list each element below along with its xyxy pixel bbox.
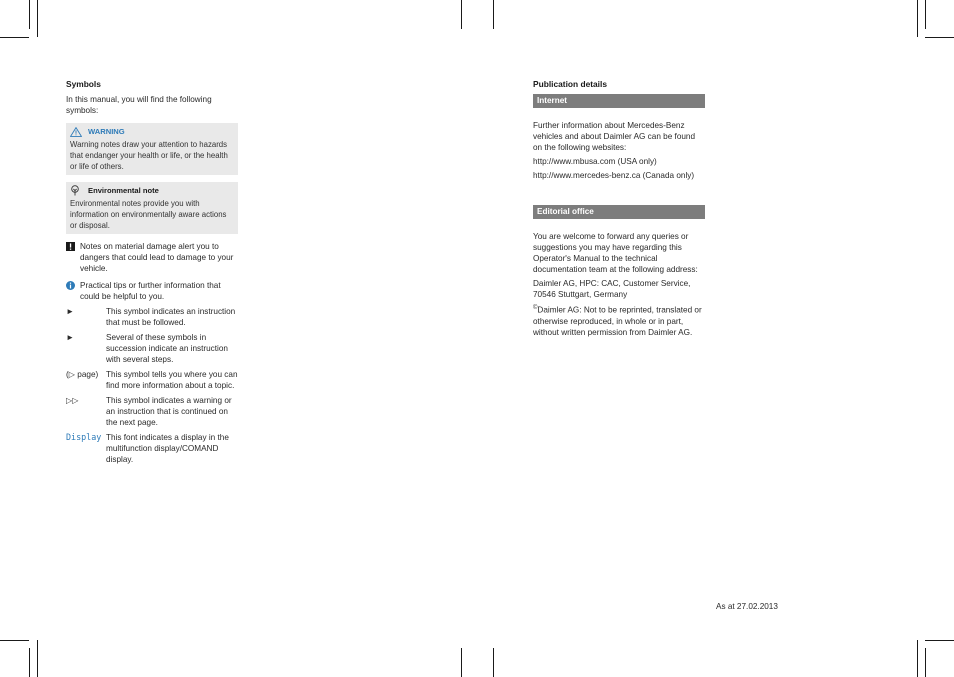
crop-mark: [37, 640, 38, 677]
damage-note: [66, 241, 238, 274]
symbol-description: This symbol indicates a warning or an instruction that is continued on the next page.: [106, 396, 232, 427]
instruction-arrow-icon: ►: [66, 333, 75, 342]
address: Daimler AG, HPC: CAC, Customer Service, 70546 Stuttgart, Germany: [533, 279, 691, 299]
list-item: [66, 332, 238, 365]
warning-box: [66, 123, 238, 175]
symbol-description: This font indicates a display in the multifunction display/COMAND display.: [106, 433, 229, 464]
damage-note-text: Notes on material damage alert you to dangers that could lead to damage to your vehicle.: [80, 242, 234, 273]
editorial-section-bar: Editorial office: [533, 205, 705, 219]
display-font-sample: Display: [66, 432, 102, 442]
environmental-note-text: Environmental notes provide you with information on environmentally aware actions or disposal.: [70, 199, 227, 230]
crop-mark: [917, 0, 918, 37]
page-reference-symbol: (▷ page): [66, 370, 99, 379]
crop-mark: [925, 648, 926, 677]
continued-symbol: ▷▷: [66, 396, 79, 405]
tip-note-text: Practical tips or further information that could be helpful to you.: [80, 281, 221, 301]
symbol-description: This symbol indicates an instruction that must be followed.: [106, 307, 236, 327]
crop-mark: [925, 640, 954, 641]
url-canada: http://www.mercedes-benz.ca (Canada only): [533, 171, 695, 180]
info-icon: [66, 281, 75, 293]
symbol-description: This symbol tells you where you can find more information about a topic.: [106, 370, 238, 390]
warning-triangle-icon: [70, 126, 84, 137]
symbols-heading: Symbols: [66, 79, 101, 89]
internet-section-bar: Internet: [533, 94, 705, 108]
crop-mark: [461, 0, 462, 29]
list-item: [66, 369, 238, 391]
warning-title: WARNING: [88, 127, 125, 136]
symbols-intro: In this manual, you will find the following symbols:: [66, 95, 212, 115]
copyright-symbol: ©: [533, 305, 538, 311]
crop-mark: [0, 37, 29, 38]
crop-mark: [925, 0, 926, 29]
warning-text: Warning notes draw your attention to hazards that endanger your health or life, or the health or life of others.: [70, 140, 228, 171]
publication-heading: Publication details: [533, 79, 607, 89]
symbols-section: [66, 79, 238, 465]
crop-mark: [37, 0, 38, 37]
crop-mark: [925, 37, 954, 38]
internet-text: Further information about Mercedes-Benz vehicles and about Daimler AG can be found on the following websites:: [533, 121, 696, 152]
publication-details-section: [533, 79, 705, 341]
list-item: [66, 432, 238, 465]
list-item: [66, 395, 238, 428]
symbol-description: Several of these symbols in succession indicate an instruction with several steps.: [106, 333, 228, 364]
crop-mark: [29, 0, 30, 29]
crop-mark: [29, 648, 30, 677]
crop-mark: [493, 0, 494, 29]
list-item: [66, 306, 238, 328]
exclamation-icon: [66, 242, 75, 254]
instruction-arrow-icon: ►: [66, 307, 75, 316]
edition-date: As at 27.02.2013: [716, 602, 778, 611]
copyright-text: Daimler AG: Not to be reprinted, translated or otherwise reproduced, in whole or in part, without written permission from Daimler AG.: [533, 305, 702, 337]
environmental-note-title: Environmental note: [88, 186, 159, 195]
symbol-list: [66, 306, 238, 465]
environmental-note-header: [70, 185, 234, 196]
environment-icon: [70, 185, 84, 196]
crop-mark: [0, 640, 29, 641]
tip-note: [66, 280, 238, 302]
crop-mark: [493, 648, 494, 677]
url-usa: http://www.mbusa.com (USA only): [533, 157, 657, 166]
crop-mark: [461, 648, 462, 677]
editorial-text: You are welcome to forward any queries or suggestions you may have regarding this Operator's Manual to the technical documentation team at the following address:: [533, 232, 698, 274]
warning-box-header: [70, 126, 234, 137]
environmental-note-box: [66, 182, 238, 234]
copyright-notice: [533, 303, 705, 338]
crop-mark: [917, 640, 918, 677]
